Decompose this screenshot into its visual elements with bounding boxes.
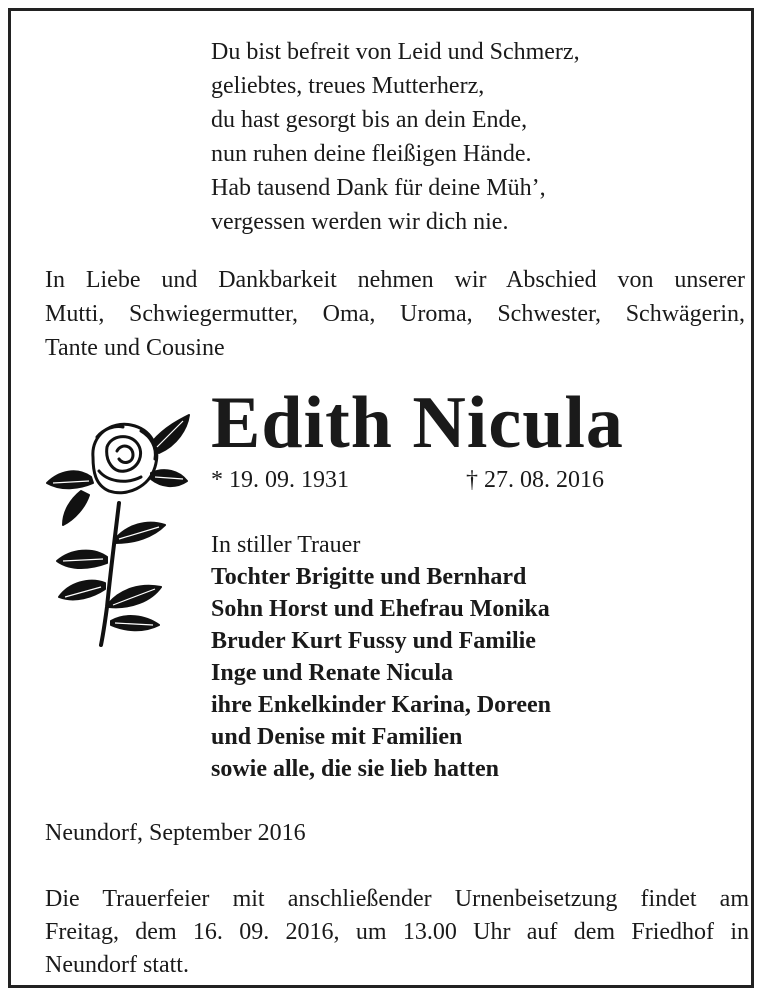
poem-line: du hast gesorgt bis an dein Ende,	[211, 107, 528, 133]
mourner-line: Bruder Kurt Fussy und Familie	[211, 628, 536, 654]
birth-date: * 19. 09. 1931	[211, 467, 349, 493]
poem-line: nun ruhen deine fleißigen Hände.	[211, 141, 532, 167]
rose-icon	[41, 407, 191, 647]
poem-line: vergessen werden wir dich nie.	[211, 209, 509, 235]
poem	[211, 35, 580, 239]
mourners-heading: In stiller Trauer	[211, 532, 361, 558]
poem-line: Du bist befreit von Leid und Schmerz,	[211, 39, 580, 65]
funeral-line: Die Trauerfeier mit anschließender Urnenbeisetzung findet am	[45, 886, 749, 912]
intro-line: In Liebe und Dankbarkeit nehmen wir Abschied von unserer	[45, 267, 745, 293]
mourner-line: Sohn Horst und Ehefrau Monika	[211, 596, 550, 622]
intro-line: Mutti, Schwiegermutter, Oma, Uroma, Schwester, Schwägerin,	[45, 301, 745, 327]
deceased-name: Edith Nicula	[211, 382, 624, 464]
poem-line: Hab tausend Dank für deine Müh’,	[211, 175, 546, 201]
place-date: Neundorf, September 2016	[45, 820, 306, 846]
mourner-line: sowie alle, die sie lieb hatten	[211, 756, 499, 782]
funeral-notice	[45, 883, 749, 982]
mourner-line: ihre Enkelkinder Karina, Doreen	[211, 692, 552, 718]
mourner-line: und Denise mit Familien	[211, 724, 463, 750]
poem-line: geliebtes, treues Mutterherz,	[211, 73, 485, 99]
obituary-frame	[8, 8, 754, 988]
intro-line: Tante und Cousine	[45, 335, 225, 361]
death-date: † 27. 08. 2016	[466, 467, 604, 493]
mourner-line: Tochter Brigitte und Bernhard	[211, 564, 527, 590]
mourner-line: Inge und Renate Nicula	[211, 660, 454, 686]
funeral-line: Neundorf statt.	[45, 952, 189, 978]
funeral-line: Freitag, dem 16. 09. 2016, um 13.00 Uhr auf dem Friedhof in	[45, 919, 749, 945]
intro-paragraph	[45, 263, 745, 365]
mourners-block	[211, 529, 551, 785]
